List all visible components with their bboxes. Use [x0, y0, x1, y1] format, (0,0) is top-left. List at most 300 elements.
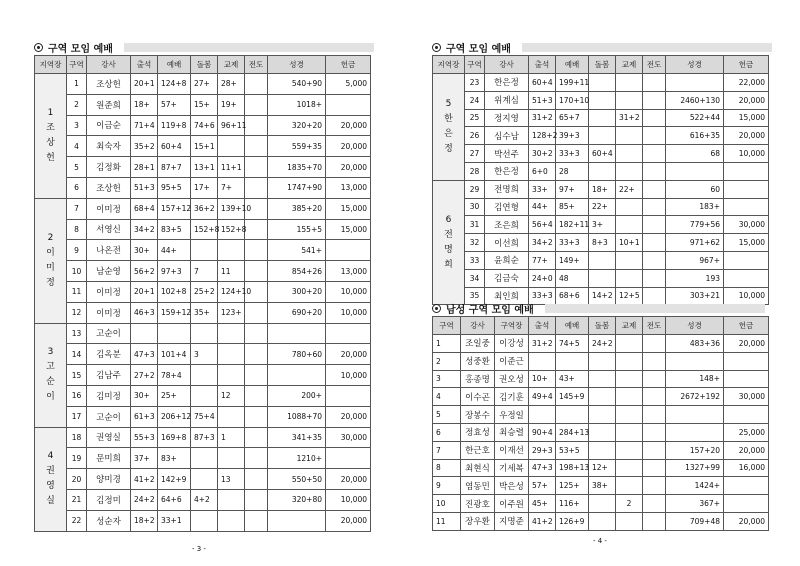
table-cell: 4 [433, 388, 461, 406]
table-cell: 37+ [131, 448, 158, 469]
table-cell [724, 269, 769, 287]
table-cell [268, 323, 326, 344]
table-cell [245, 136, 268, 157]
table-cell: 25 [465, 109, 485, 127]
table-cell [643, 512, 666, 530]
table-cell: 30,000 [724, 388, 769, 406]
table-row [433, 495, 769, 513]
column-header: 성경 [666, 56, 724, 74]
table-cell [616, 370, 643, 388]
table-cell: 고순이 [87, 323, 131, 344]
table-cell [589, 495, 616, 513]
table-cell: 염동민 [461, 477, 495, 495]
table-cell [191, 510, 218, 531]
table-cell: 18+ [589, 180, 616, 198]
table-cell: 5 [433, 406, 461, 424]
table-cell [158, 323, 191, 344]
table-cell [218, 344, 245, 365]
column-header: 돌봄 [589, 317, 616, 335]
table-cell: 124+8 [158, 74, 191, 95]
table-cell: 33+ [529, 180, 556, 198]
bullet-circle-icon [432, 304, 441, 313]
table-cell: 20,000 [724, 127, 769, 145]
table-cell [643, 216, 666, 234]
table-cell [616, 477, 643, 495]
table-cell: 854+26 [268, 261, 326, 282]
table-row [35, 469, 371, 490]
table-cell: 20,000 [724, 91, 769, 109]
table-cell: 142+9 [158, 469, 191, 490]
table-cell [245, 115, 268, 136]
table-cell: 101+4 [158, 344, 191, 365]
table-row [35, 198, 371, 219]
table-cell [643, 406, 666, 424]
table-cell: 진광호 [461, 495, 495, 513]
table-cell: 최인희 [485, 287, 529, 305]
table-cell [245, 74, 268, 95]
region-leader-label: 6 전 명 희 [444, 214, 453, 270]
table-cell: 이선희 [485, 234, 529, 252]
table-row [35, 74, 371, 95]
table-cell: 95+5 [158, 177, 191, 198]
table-cell: 47+3 [529, 459, 556, 477]
table-cell [724, 162, 769, 180]
table-cell: 284+13 [556, 423, 589, 441]
table-cell: 15+1 [191, 136, 218, 157]
table-cell: 한은정 [485, 162, 529, 180]
table-cell [589, 388, 616, 406]
table-cell: 33+1 [158, 510, 191, 531]
table-cell: 51+3 [131, 177, 158, 198]
table-cell: 최승렬 [495, 423, 529, 441]
table-cell [643, 370, 666, 388]
table-cell: 조일중 [461, 335, 495, 353]
table-cell: 152+8 [191, 219, 218, 240]
column-header: 구역 [433, 317, 461, 335]
table-cell: 155+5 [268, 219, 326, 240]
table-cell: 10 [433, 495, 461, 513]
table-row [433, 234, 769, 252]
column-header: 구역 [465, 56, 485, 74]
table-row [433, 406, 769, 424]
table-cell: 183+ [666, 198, 724, 216]
table-cell: 34+2 [529, 234, 556, 252]
table-row [433, 91, 769, 109]
table-cell: 4+2 [191, 489, 218, 510]
table-cell [616, 406, 643, 424]
table-cell: 15,000 [326, 219, 371, 240]
table-cell [724, 406, 769, 424]
table-row [433, 370, 769, 388]
table-cell: 320+80 [268, 489, 326, 510]
table-cell [589, 441, 616, 459]
table-cell: 김옥분 [87, 344, 131, 365]
table-cell: 25+2 [191, 281, 218, 302]
region-leader-cell [433, 74, 465, 181]
table-cell: 기세복 [495, 459, 529, 477]
table-cell [131, 323, 158, 344]
table-cell: 9 [433, 477, 461, 495]
table-cell: 24+2 [131, 489, 158, 510]
table-cell: 33 [465, 251, 485, 269]
table-cell: 19 [67, 448, 87, 469]
column-header: 성경 [268, 56, 326, 74]
table-cell [589, 91, 616, 109]
table-cell: 12+ [589, 459, 616, 477]
table-cell: 22+ [616, 180, 643, 198]
region-leader-label: 3 고 순 이 [46, 347, 55, 403]
table-cell: 28 [556, 162, 589, 180]
table-cell [245, 385, 268, 406]
table-cell: 709+48 [666, 512, 724, 530]
column-header: 구역장 [495, 317, 529, 335]
table-cell: 1018+ [268, 94, 326, 115]
table-cell [589, 352, 616, 370]
table-cell: 24 [465, 91, 485, 109]
column-header: 교제 [616, 56, 643, 74]
table-cell: 44+ [529, 198, 556, 216]
table-cell: 17+ [191, 177, 218, 198]
table-cell: 18 [67, 427, 87, 448]
table-cell: 57+ [158, 94, 191, 115]
table-row [433, 512, 769, 530]
table-cell: 60 [666, 180, 724, 198]
table-cell: 44+ [158, 240, 191, 261]
column-header: 강사 [461, 317, 495, 335]
table-cell [643, 352, 666, 370]
table-cell: 13 [67, 323, 87, 344]
table-cell: 25+ [158, 385, 191, 406]
table-cell: 20,000 [724, 335, 769, 353]
page3-section-title: 구역 모임 예배 [34, 40, 374, 55]
table-cell: 13 [218, 469, 245, 490]
table-cell [616, 127, 643, 145]
table-cell: 14 [67, 344, 87, 365]
table-cell [556, 352, 589, 370]
table-cell: 12+5 [616, 287, 643, 305]
table-cell: 20,000 [326, 157, 371, 178]
column-header: 강사 [485, 56, 529, 74]
table-cell: 7 [191, 261, 218, 282]
table-cell: 10,000 [724, 145, 769, 163]
table-row [35, 344, 371, 365]
table-cell: 119+8 [158, 115, 191, 136]
table-cell: 조상헌 [87, 177, 131, 198]
table-cell: 22 [67, 510, 87, 531]
table-cell: 45+ [529, 495, 556, 513]
table-cell: 27 [465, 145, 485, 163]
table-cell [589, 109, 616, 127]
table-cell [643, 91, 666, 109]
table-cell: 83+ [158, 448, 191, 469]
table-cell: 199+11 [556, 74, 589, 92]
table-cell: 97+ [556, 180, 589, 198]
table-cell: 권오성 [495, 370, 529, 388]
table-cell [643, 388, 666, 406]
table-cell: 49+4 [529, 388, 556, 406]
table-cell: 559+35 [268, 136, 326, 157]
table-cell [326, 240, 371, 261]
table-cell [643, 251, 666, 269]
column-header: 전도 [643, 317, 666, 335]
table-cell: 87+7 [158, 157, 191, 178]
region-leader-cell [35, 198, 67, 323]
table-cell: 30+ [131, 240, 158, 261]
table-cell [616, 512, 643, 530]
table-cell: 46+3 [131, 302, 158, 323]
table-cell: 26 [465, 127, 485, 145]
table-cell [666, 423, 724, 441]
table-cell: 지명준 [495, 512, 529, 530]
table-cell [589, 269, 616, 287]
column-header: 예배 [158, 56, 191, 74]
table-cell [218, 510, 245, 531]
page4-section-title: 구역 모임 예배 [432, 40, 772, 55]
table-cell: 8+3 [589, 234, 616, 252]
table-row [433, 352, 769, 370]
table-cell: 3 [433, 370, 461, 388]
table-cell: 20+1 [131, 281, 158, 302]
table-cell [643, 162, 666, 180]
table-cell: 이금순 [87, 115, 131, 136]
table-cell [556, 406, 589, 424]
table-cell: 김정미 [87, 489, 131, 510]
table-cell: 97+3 [158, 261, 191, 282]
table-row [35, 427, 371, 448]
table-cell: 170+10 [556, 91, 589, 109]
table-row [35, 157, 371, 178]
table-row [433, 459, 769, 477]
table-row [35, 302, 371, 323]
table-cell: 11 [67, 281, 87, 302]
table-cell: 139+10 [218, 198, 245, 219]
table-row [433, 162, 769, 180]
table-cell: 장우환 [461, 512, 495, 530]
table-cell: 20,000 [724, 441, 769, 459]
table-cell: 22,000 [724, 74, 769, 92]
table-cell [616, 269, 643, 287]
table-cell: 11 [433, 512, 461, 530]
table-cell [616, 441, 643, 459]
table-cell: 125+ [556, 477, 589, 495]
title-underline-bar [545, 304, 765, 313]
column-header: 강사 [87, 56, 131, 74]
table-cell [589, 162, 616, 180]
table-cell [589, 74, 616, 92]
table-cell: 2 [433, 352, 461, 370]
table-cell [724, 251, 769, 269]
table-cell: 85+ [556, 198, 589, 216]
table-cell: 20,000 [724, 512, 769, 530]
table-cell: 11 [218, 261, 245, 282]
table-cell: 14+2 [589, 287, 616, 305]
table-cell: 55+3 [131, 427, 158, 448]
table-cell: 윤희순 [485, 251, 529, 269]
title-underline-bar [522, 43, 772, 52]
table-row [35, 177, 371, 198]
table-cell: 이미정 [87, 302, 131, 323]
table-cell [218, 240, 245, 261]
table-cell: 169+8 [158, 427, 191, 448]
column-header: 구역 [67, 56, 87, 74]
table-row [35, 136, 371, 157]
table-cell: 1327+99 [666, 459, 724, 477]
table-cell [245, 323, 268, 344]
table-cell: 15 [67, 365, 87, 386]
region-leader-cell [35, 427, 67, 531]
table-cell: 20,000 [326, 510, 371, 531]
table-cell: 2 [616, 495, 643, 513]
table-cell: 61+3 [131, 406, 158, 427]
table-cell: 이재선 [495, 441, 529, 459]
table-cell: 우정일 [495, 406, 529, 424]
table-row [35, 510, 371, 531]
table-cell [245, 94, 268, 115]
table-cell: 29+3 [529, 441, 556, 459]
table-cell: 18+2 [131, 510, 158, 531]
table-row [35, 365, 371, 386]
table-cell [245, 219, 268, 240]
table-row [35, 94, 371, 115]
table-cell: 전명희 [485, 180, 529, 198]
table-cell: 박은성 [495, 477, 529, 495]
table-cell: 원준희 [87, 94, 131, 115]
table-cell: 10+1 [616, 234, 643, 252]
table-cell: 550+50 [268, 469, 326, 490]
table-row [433, 269, 769, 287]
table-cell [724, 198, 769, 216]
table-cell: 971+62 [666, 234, 724, 252]
table-cell: 20 [67, 469, 87, 490]
table-cell: 5,000 [326, 74, 371, 95]
table-cell: 13,000 [326, 261, 371, 282]
table-cell [616, 423, 643, 441]
table-cell: 조상헌 [87, 74, 131, 95]
table-row [433, 127, 769, 145]
table-cell: 35 [465, 287, 485, 305]
table-cell [724, 352, 769, 370]
table-cell: 1835+70 [268, 157, 326, 178]
table-cell: 60+4 [589, 145, 616, 163]
table-cell: 83+5 [158, 219, 191, 240]
table-cell: 김연형 [485, 198, 529, 216]
table-cell: 20,000 [326, 136, 371, 157]
table-cell: 51+3 [529, 91, 556, 109]
region-leader-label: 5 한 은 정 [444, 98, 453, 154]
table-cell [218, 323, 245, 344]
table-cell: 18+ [131, 94, 158, 115]
column-header: 출석 [131, 56, 158, 74]
table-cell: 한은정 [485, 74, 529, 92]
table-cell [245, 448, 268, 469]
table-cell: 11+1 [218, 157, 245, 178]
table-cell: 심수남 [485, 127, 529, 145]
table-cell: 1 [67, 74, 87, 95]
table-cell [245, 240, 268, 261]
table-cell [666, 352, 724, 370]
column-header: 지역장 [35, 56, 67, 74]
table-cell: 17 [67, 406, 87, 427]
table-cell [191, 469, 218, 490]
table-cell: 78+4 [158, 365, 191, 386]
table-cell: 75+4 [191, 406, 218, 427]
table-cell: 124+10 [218, 281, 245, 302]
table-cell [245, 177, 268, 198]
table-cell: 193 [666, 269, 724, 287]
table-cell [529, 406, 556, 424]
table-cell: 56+4 [529, 216, 556, 234]
table-cell: 116+ [556, 495, 589, 513]
table-cell: 33+3 [556, 145, 589, 163]
table-cell: 25,000 [724, 423, 769, 441]
table-cell: 이주원 [495, 495, 529, 513]
table-row [35, 281, 371, 302]
column-header: 돌봄 [589, 56, 616, 74]
table-cell: 33+3 [529, 287, 556, 305]
table-row [433, 145, 769, 163]
table-cell: 2672+192 [666, 388, 724, 406]
table-cell [643, 198, 666, 216]
table-cell [643, 180, 666, 198]
table-cell: 7 [67, 198, 87, 219]
column-header: 출석 [529, 56, 556, 74]
table-cell: 16,000 [724, 459, 769, 477]
table-cell [245, 157, 268, 178]
bullet-circle-icon [432, 43, 441, 52]
table-cell: 341+35 [268, 427, 326, 448]
table-cell [666, 162, 724, 180]
table-cell [666, 74, 724, 92]
table-cell: 최숙자 [87, 136, 131, 157]
table-cell: 31+2 [529, 335, 556, 353]
table-cell: 10,000 [326, 489, 371, 510]
table-cell: 이미정 [87, 198, 131, 219]
column-header: 헌금 [724, 317, 769, 335]
table-cell: 68+6 [556, 287, 589, 305]
table-cell: 47+3 [131, 344, 158, 365]
table-row [35, 240, 371, 261]
table-cell: 양미경 [87, 469, 131, 490]
table-cell: 고순이 [87, 406, 131, 427]
table-cell: 28+ [218, 74, 245, 95]
table-cell: 200+ [268, 385, 326, 406]
table-cell [643, 423, 666, 441]
table-cell: 김미정 [87, 385, 131, 406]
table-cell [218, 365, 245, 386]
table-row [433, 251, 769, 269]
table-cell: 157+12 [158, 198, 191, 219]
table-cell: 60+4 [529, 74, 556, 92]
table-cell [268, 365, 326, 386]
column-header: 헌금 [724, 56, 769, 74]
table-cell [589, 370, 616, 388]
table-cell: 16 [67, 385, 87, 406]
table-row [433, 198, 769, 216]
table-cell [643, 477, 666, 495]
table-cell: 53+5 [556, 441, 589, 459]
table-cell [616, 251, 643, 269]
table-cell: 74+5 [556, 335, 589, 353]
men-section-title: 남성 구역 모임 예배 [432, 301, 765, 316]
table-row [433, 477, 769, 495]
column-header: 성경 [666, 317, 724, 335]
table-cell: 6 [433, 423, 461, 441]
table-cell: 30+2 [529, 145, 556, 163]
table-cell [643, 269, 666, 287]
table-cell: 1210+ [268, 448, 326, 469]
table-cell: 성중환 [461, 352, 495, 370]
table-cell [616, 352, 643, 370]
